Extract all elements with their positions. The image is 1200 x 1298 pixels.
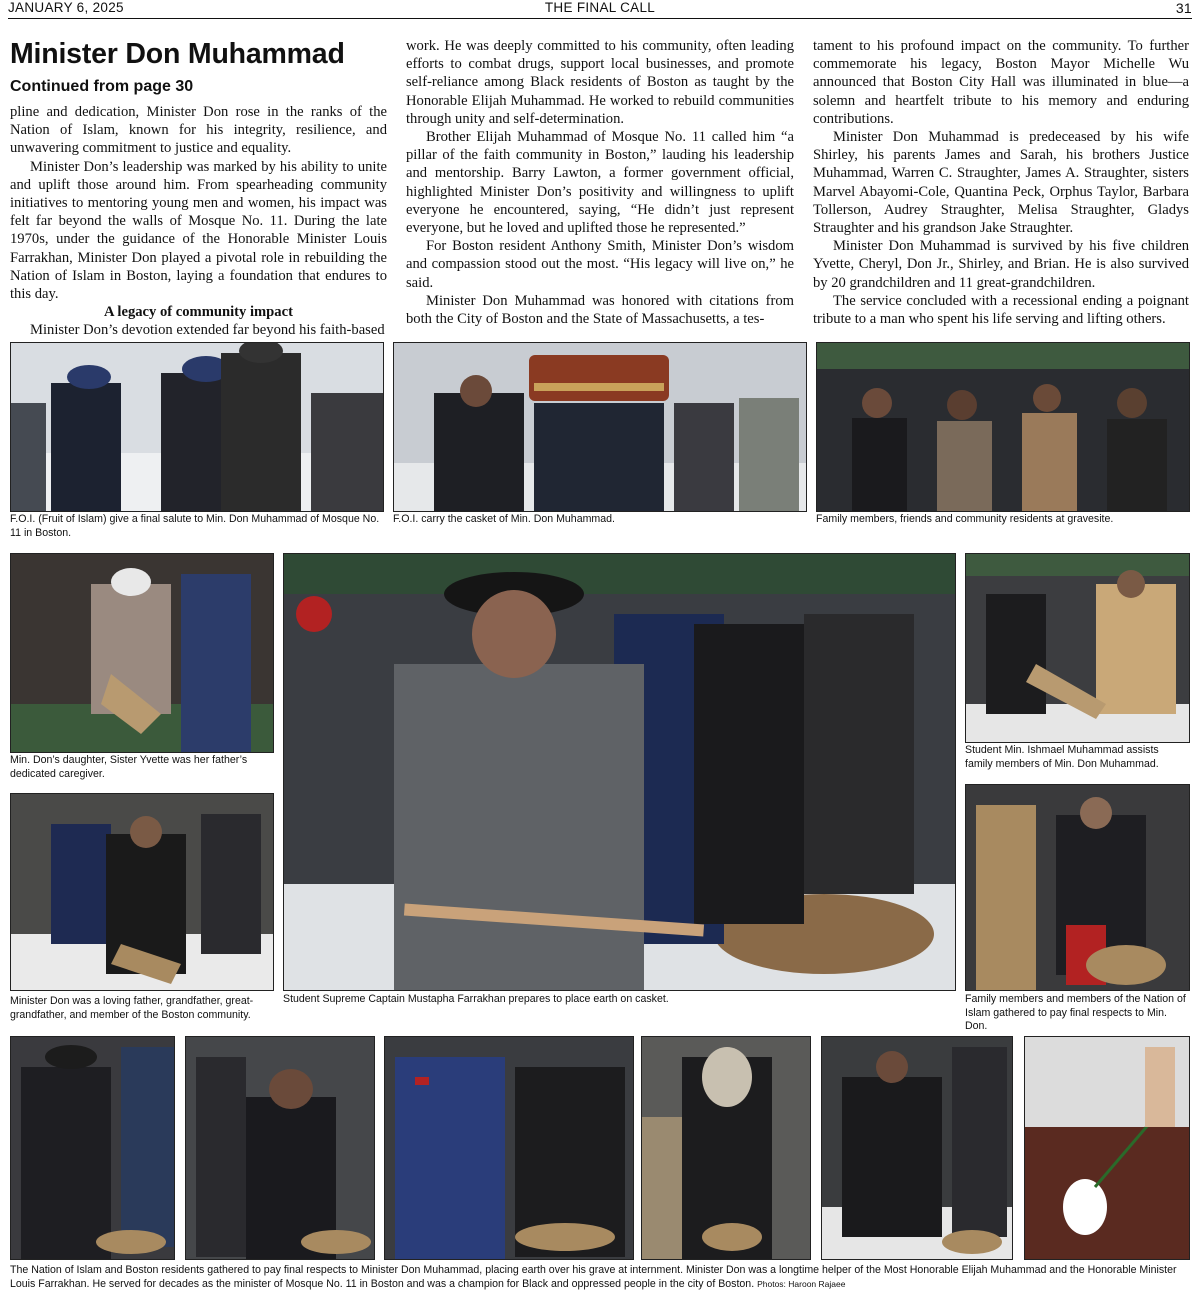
photo-daughter: [10, 553, 274, 753]
paragraph: tament to his profound impact on the community. To further commemorate his legacy, Boston Mayor Michelle Wu announced that Boston City Hall was illuminated in blue—a solemn and heartfelt tribute to his memory and enduring contributions.: [813, 38, 1189, 127]
page-header: [8, 0, 1192, 19]
article-column-1: [10, 37, 387, 340]
caption-casket: F.O.I. carry the casket of Min. Don Muhammad.: [393, 513, 615, 525]
caption-father: Minister Don was a loving father, grandfather, great-grandfather, and member of the Boston community.: [10, 995, 254, 1021]
photo-bottom-2: [185, 1036, 375, 1260]
caption-bottom: [10, 1264, 1190, 1291]
newspaper-name: THE FINAL CALL: [544, 0, 656, 15]
page-number: 31: [1175, 0, 1192, 16]
photo-bottom-1: [10, 1036, 175, 1260]
paragraph: For Boston resident Anthony Smith, Minister Don’s wisdom and compassion stood out the most. “His legacy will live on,” he said.: [406, 238, 794, 291]
paragraph: Brother Elijah Muhammad of Mosque No. 11 called him “a pillar of the faith community in Boston,” lauding his leadership and mentorship. Barry Lawton, a former government official, highlighted Minister Don’s positivity and willingness to uplift everyone he encountered, saying, “He didn’t just represent everyone, but he loved and uplifted those he represented.”: [406, 129, 794, 237]
photo-gravesite: [816, 342, 1190, 512]
paragraph: pline and dedication, Minister Don rose in the ranks of the Nation of Islam, known for his integrity, resilience, and unwavering commitment to justice and equality.: [10, 104, 387, 157]
subheading: A legacy of community impact: [104, 304, 293, 321]
caption-captain: Student Supreme Captain Mustapha Farrakhan prepares to place earth on casket.: [283, 993, 669, 1005]
paragraph: Minister Don Muhammad was honored with citations from both the City of Boston and the State of Massachusetts, a tes-: [406, 292, 794, 328]
article-column-2: [406, 37, 794, 328]
paragraph: Minister Don’s devotion extended far beyond his faith-based: [30, 322, 385, 339]
paragraph: work. He was deeply committed to his community, often leading efforts to combat drugs, support local businesses, and promote self-reliance among Black residents of Boston as taught by the Honorable Elijah Muhammad. He worked to rebuild communities through unity and self-determination.: [406, 38, 794, 127]
paragraph: The service concluded with a recessional ending a poignant tribute to a man who spent his life serving and lifting others.: [813, 292, 1189, 328]
photo-bottom-4: [641, 1036, 811, 1260]
photo-foi-salute: [10, 342, 384, 512]
photo-bottom-5: [821, 1036, 1013, 1260]
paragraph: Minister Don Muhammad is predeceased by his wife Shirley, his parents James and Sarah, his brothers Justice Muhammad, Warren C. Straughter, James A. Straughter, sisters Marvel Abayomi-Cole, Quantina Peck, Orphus Taylor, Barbara Tollerson, Audrey Straughter, Melisa Straughter, Gladys Straughter and his grandson Jake Straughter.: [813, 129, 1189, 237]
photo-captain: [283, 553, 956, 991]
photo-bottom-3: [384, 1036, 634, 1260]
photo-family-nation: [965, 784, 1190, 991]
photo-father: [10, 793, 274, 991]
photo-bottom-6: [1024, 1036, 1190, 1260]
headline: Minister Don Muhammad: [10, 38, 345, 70]
article-column-3: [813, 37, 1189, 328]
caption-gravesite: Family members, friends and community residents at gravesite.: [816, 513, 1114, 525]
continued-line: Continued from page 30: [10, 78, 194, 95]
caption-salute: F.O.I. (Fruit of Islam) give a final salute to Min. Don Muhammad of Mosque No. 11 in Boston.: [10, 513, 380, 539]
caption-bottom-text: The Nation of Islam and Boston residents gathered to pay final respects to Minister Don Muhammad, placing earth over his grave at internment. Minister Don was a longtime helper of the Most Honorable Elijah Muhammad and the Honorable Minister Louis Farrakhan. He served for decades as the minister of Mosque No. 11 in Boston and was a champion for Black and oppressed people in the city of Boston.: [10, 1264, 1177, 1290]
photo-ishmael: [965, 553, 1190, 743]
caption-daughter: Min. Don’s daughter, Sister Yvette was her father’s dedicated caregiver.: [10, 754, 248, 780]
paragraph: Minister Don Muhammad is survived by his five children Yvette, Cheryl, Don Jr., Shirley, and Brian. He is also survived by 20 grandchildren and 11 great-grandchildren.: [813, 238, 1189, 291]
photo-casket: [393, 342, 807, 512]
caption-ishmael: Student Min. Ishmael Muhammad assists family members of Min. Don Muhammad.: [965, 744, 1159, 770]
photo-credit: Photos: Haroon Rajaee: [757, 1278, 846, 1289]
paragraph: Minister Don’s leadership was marked by his ability to unite and uplift those around him. From spearheading community initiatives to mentoring young men and women, his impact was felt far beyond the walls of Mosque No. 11. During the late 1970s, under the guidance of the Honorable Minister Louis Farrakhan, Minister Don played a pivotal role in rebuilding the Nation of Islam in Boston, laying a foundation that endures to this day.: [10, 158, 387, 303]
issue-date: JANUARY 6, 2025: [8, 0, 124, 15]
caption-family-nation: Family members and members of the Nation of Islam gathered to pay final respects to Min. Don.: [965, 993, 1186, 1032]
